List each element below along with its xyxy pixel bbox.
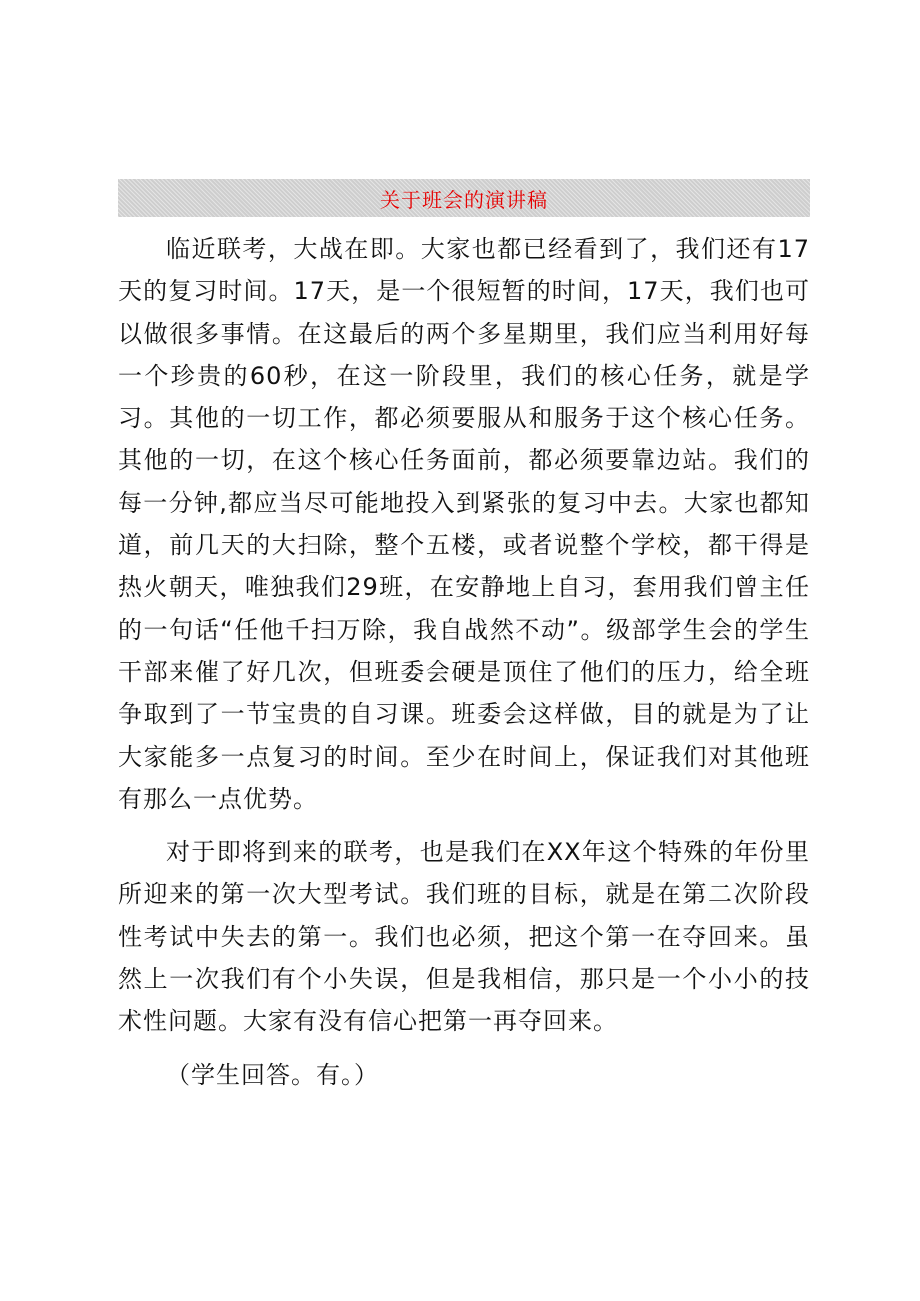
- title-bar: [118, 179, 810, 217]
- paragraph-2: 对于即将到来的联考，也是我们在XX年这个特殊的年份里所迎来的第一次大型考试。我们班的目标，就是在第二次阶段性考试中失去的第一。我们也必须，把这个第一在夺回来。虽然上一次我们有个小失误，但是我相信，那只是一个小小的技术性问题。大家有没有信心把第一再夺回来。: [118, 838, 810, 1036]
- page-title: 关于班会的演讲稿: [380, 187, 548, 212]
- paragraph-3: （学生回答。有。）: [166, 1060, 379, 1089]
- document-body: [118, 228, 810, 1096]
- paragraph-1: 临近联考，大战在即。大家也都已经看到了，我们还有17天的复习时间。17天，是一个很短暂的时间，17天，我们也可以做很多事情。在这最后的两个多星期里，我们应当利用好每一个珍贵的60秒，在这一阶段里，我们的核心任务，就是学习。其他的一切工作，都必须要服从和服务于这个核心任务。其他的一切，在这个核心任务面前，都必须要靠边站。我们的每一分钟,都应当尽可能地投入到紧张的复习中去。大家也都知道，前几天的大扫除，整个五楼，或者说整个学校，都干得是热火朝天，唯独我们29班，在安静地上自习，套用我们曾主任的一句话“任他千扫万除，我自战然不动”。级部学生会的学生干部来催了好几次，但班委会硬是顶住了他们的压力，给全班争取到了一节宝贵的自习课。班委会这样做，目的就是为了让大家能多一点复习的时间。至少在时间上，保证我们对其他班有那么一点优势。: [118, 235, 810, 813]
